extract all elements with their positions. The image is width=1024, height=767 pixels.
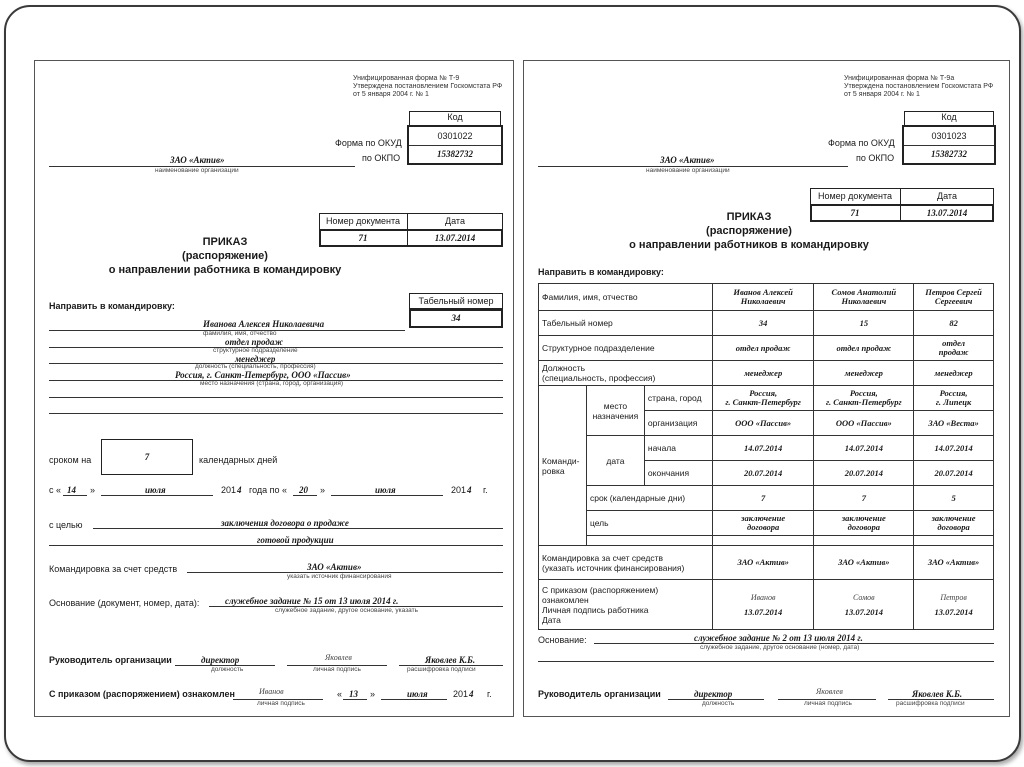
employees-table [538,283,994,630]
row-label-fund: Командировка за счет средств (указать источник финансирования) [539,546,713,580]
form-header: Унифицированная форма № Т-9 Утверждена постановлением Госкомстата РФ от 5 января 2004 г. № 1 [353,75,503,98]
dept-caption: структурное подразделение [213,347,298,354]
emp1-signature: Иванов [750,592,776,602]
head-position-caption: должность [702,700,735,707]
head-position: директор [694,689,733,699]
fund-caption: указать источник финансирования [287,573,392,580]
code-header: Код [409,111,501,125]
basis-value: служебное задание № 15 от 13 июля 2014 г. [225,596,399,606]
row-label-fio: Фамилия, имя, отчество [539,284,713,311]
place-value: Россия, г. Санкт-Петербург, ООО «Пассив» [175,370,351,380]
docdate-value: 13.07.2014 [926,208,968,218]
from-open: с « [49,485,62,495]
org-caption: наименование организации [155,167,239,174]
purpose-label: с целью [49,520,83,530]
emp2-country: Россия, г. Санкт-Петербург [814,386,914,411]
row-label-country: страна, город [644,386,712,411]
emp2-tab: 15 [814,311,914,336]
emp1-term: 7 [712,486,814,511]
from-month: июля [145,485,166,495]
basis-label: Основание: [538,635,587,645]
to-month: июля [375,485,396,495]
emp1-country: Россия, г. Санкт-Петербург [712,386,814,411]
head-position-caption: должность [211,666,244,673]
from-day: 14 [67,485,76,495]
ack-year-prefix: 201 [453,689,469,699]
emp2-signature: Сомов [852,592,875,602]
okud-value: 0301023 [931,131,967,141]
ack-year-suffix: г. [487,689,492,699]
code-header: Код [904,111,994,125]
form-t9a [523,60,1010,717]
row-label-trip: Команди- ровка [539,386,587,546]
ack-quote-open: « [337,689,343,699]
from-year-prefix: 201 [221,485,237,495]
to-label: года по « [249,485,288,495]
term-label: сроком на [49,455,92,465]
row-label-end: окончания [644,461,712,486]
ack-signature-caption: личная подпись [257,700,305,707]
emp3-country: Россия, г. Липецк [914,386,994,411]
org-caption: наименование организации [646,167,730,174]
fund-label: Командировка за счет средств [49,564,178,574]
tab-label: Табельный номер [409,293,503,309]
position-caption: должность (специальность, профессия) [195,363,316,370]
fund-value: ЗАО «Актив» [307,562,362,572]
org-name: ЗАО «Актив» [170,155,225,165]
title-desc: о направлении работника в командировку [108,264,342,276]
head-name-caption: расшифровка подписи [407,666,476,673]
docnum-value: 71 [850,208,860,218]
okud-value: 0301022 [437,131,473,141]
okpo-label: по ОКПО [856,153,895,163]
purpose-line1: заключения договора о продаже [221,518,349,528]
basis-caption: служебное задание, другое основание (номер, дата) [700,644,860,651]
to-year: 4 [467,485,472,495]
emp1-org: ООО «Пассив» [712,411,814,436]
emp3-ack [914,580,994,630]
row-label-org: организация [644,411,712,436]
row-label-term: срок (календарные дни) [586,486,712,511]
emp1-ack [712,580,814,630]
row-label-goal: цель [586,511,712,536]
emp2-org: ООО «Пассив» [814,411,914,436]
position-value: менеджер [235,354,276,364]
to-year-suffix: г. [483,485,488,495]
emp1-position: менеджер [712,361,814,386]
docnum-value: 71 [358,233,368,243]
date-label: Дата [445,216,465,226]
ack-signature: Иванов [259,687,284,696]
fio-value: Иванова Алексея Николаевича [203,319,325,329]
emp1-ack-date: 13.07.2014 [744,606,783,617]
emp3-dept: отдел продаж [914,336,994,361]
from-close: » [90,485,96,495]
emp2-dept: отдел продаж [814,336,914,361]
from-year: 4 [237,485,242,495]
days-label: календарных дней [199,455,278,465]
emp2-start: 14.07.2014 [814,436,914,461]
to-year-prefix: 201 [451,485,467,495]
to-day: 20 [299,485,308,495]
emp3-tab: 82 [914,311,994,336]
title-main: ПРИКАЗ [726,211,772,223]
emp2-fio: Сомов Анатолий Николаевич [814,284,914,311]
emp2-ack [814,580,914,630]
emp3-goal: заключение договора [914,511,994,536]
head-signature-caption: личная подпись [313,666,361,673]
row-label-date: дата [586,436,644,486]
emp1-fio: Иванов Алексей Николаевич [712,284,814,311]
emp3-term: 5 [914,486,994,511]
okud-label: Форма по ОКУД [335,138,402,148]
okpo-value: 15382732 [931,149,967,159]
row-label-place: место назначения [586,386,644,436]
docnum-label: Номер документа [817,191,893,201]
form-t9 [34,60,514,717]
emp3-ack-date: 13.07.2014 [934,606,973,617]
emp3-position: менеджер [914,361,994,386]
emp3-fio: Петров Сергей Сергеевич [914,284,994,311]
tab-value: 34 [451,313,461,323]
head-label: Руководитель организации [538,689,661,699]
emp2-position: менеджер [814,361,914,386]
head-signature: Яковлев [816,687,843,696]
basis-label: Основание (документ, номер, дата): [49,598,200,608]
ack-day: 13 [349,689,358,699]
docdate-value: 13.07.2014 [434,233,476,243]
title-sub: (распоряжение) [182,250,268,262]
to-close: » [320,485,326,495]
head-signature-caption: личная подпись [804,700,852,707]
ack-quote-close: » [370,689,376,699]
row-label-start: начала [644,436,712,461]
emp2-fund: ЗАО «Актив» [814,546,914,580]
emp3-fund: ЗАО «Актив» [914,546,994,580]
dept-value: отдел продаж [225,337,283,347]
org-name: ЗАО «Актив» [660,155,715,165]
ack-month: июля [407,689,428,699]
emp2-goal: заключение договора [814,511,914,536]
row-label-position: Должность (специальность, профессия) [539,361,713,386]
row-label-ack: С приказом (распоряжением) ознакомлен Личная подпись работника Дата [539,580,713,630]
head-position: директор [201,655,240,665]
title-desc: о направлении работников в командировку [629,239,869,251]
basis-caption: служебное задание, другое основание, указать [275,607,419,614]
emp1-fund: ЗАО «Актив» [712,546,814,580]
emp1-tab: 34 [712,311,814,336]
row-label-dept: Структурное подразделение [539,336,713,361]
emp1-start: 14.07.2014 [712,436,814,461]
emp2-end: 20.07.2014 [814,461,914,486]
head-signature: Яковлев [325,653,352,662]
title-main: ПРИКАЗ [202,236,248,248]
days-value: 7 [144,452,150,462]
emp2-term: 7 [814,486,914,511]
emp1-end: 20.07.2014 [712,461,814,486]
place-caption: место назначения (страна, город, организация) [200,380,344,387]
form-header: Унифицированная форма № Т-9а Утверждена постановлением Госкомстата РФ от 5 января 2004 г. № 1 [844,75,994,98]
row-label-tab: Табельный номер [539,311,713,336]
purpose-line2: готовой продукции [257,535,334,545]
head-label: Руководитель организации [49,655,172,665]
fio-caption: фамилия, имя, отчество [203,330,277,337]
send-label: Направить в командировку: [538,267,664,277]
emp3-signature: Петров [940,592,967,602]
okud-label: Форма по ОКУД [828,138,895,148]
docnum-label: Номер документа [325,216,401,226]
head-name-caption: расшифровка подписи [896,700,965,707]
emp3-start: 14.07.2014 [914,436,994,461]
send-label: Направить в командировку: [49,301,175,311]
basis-value: служебное задание № 2 от 13 июля 2014 г. [694,633,863,643]
okpo-value: 15382732 [437,149,473,159]
head-name: Яковлев К.Б. [425,655,476,665]
title-sub: (распоряжение) [706,225,792,237]
ack-year: 4 [469,689,474,699]
ack-label: С приказом (распоряжением) ознакомлен [49,689,235,699]
emp3-org: ЗАО «Веста» [914,411,994,436]
emp2-ack-date: 13.07.2014 [844,606,883,617]
head-name: Яковлев К.Б. [912,689,963,699]
emp1-goal: заключение договора [712,511,814,536]
emp3-end: 20.07.2014 [914,461,994,486]
date-label: Дата [937,191,957,201]
emp1-dept: отдел продаж [712,336,814,361]
okpo-label: по ОКПО [362,153,401,163]
